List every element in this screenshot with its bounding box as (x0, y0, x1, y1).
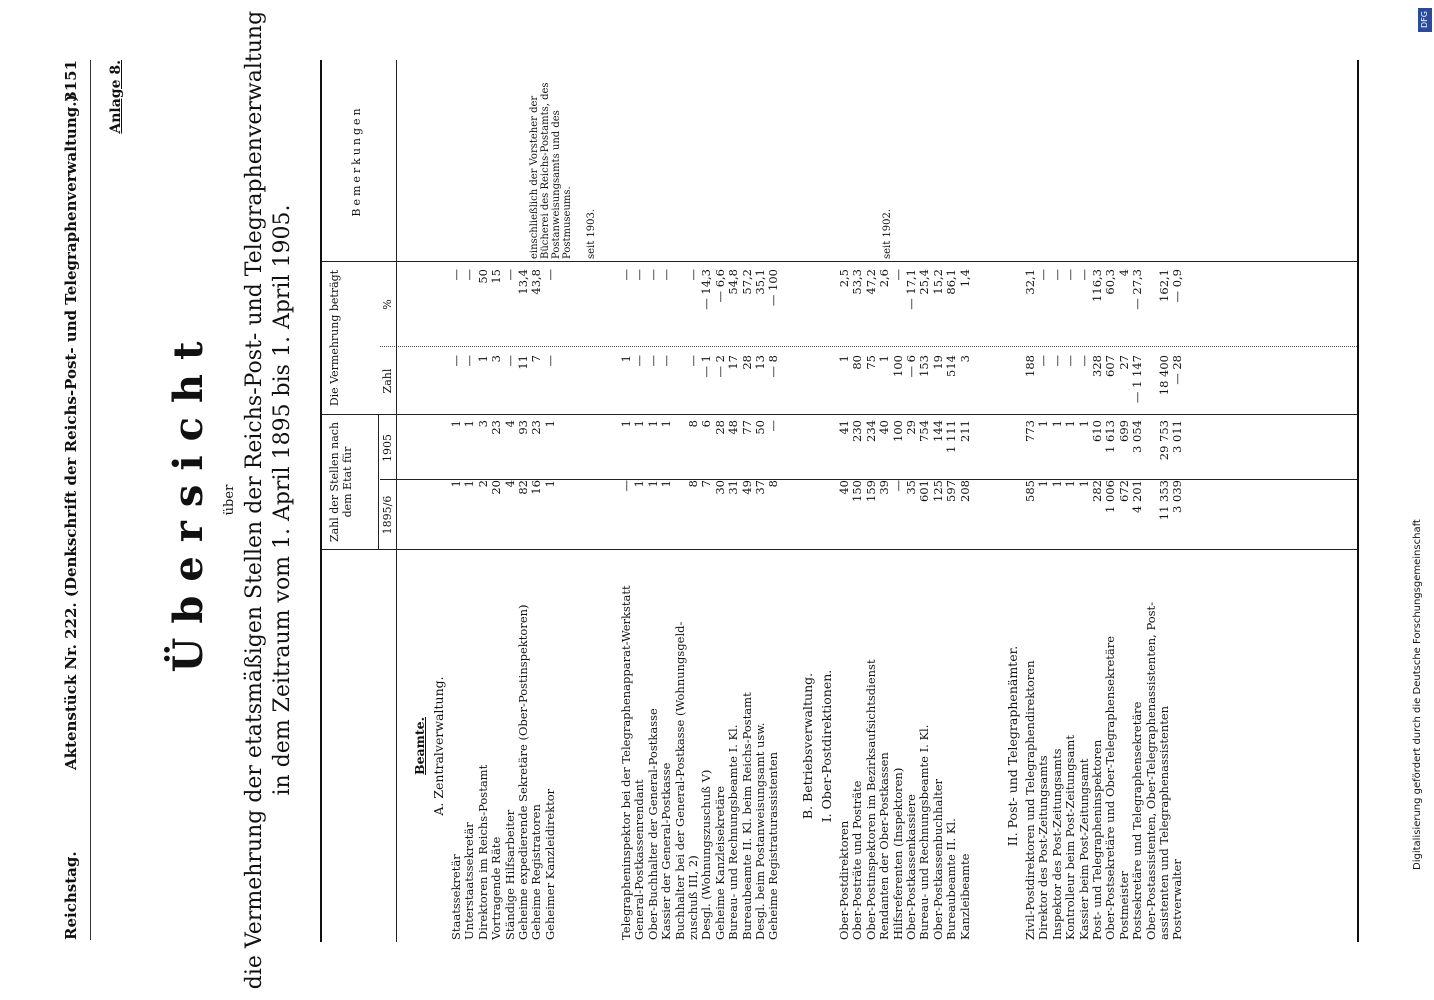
table-row (754, 60, 767, 942)
row-label: Direktor des Post-Zeitungsamts (1036, 755, 1051, 940)
increase-percent: — (619, 269, 633, 281)
increase-percent: 54,8 (726, 269, 741, 295)
row-label: Bureau- und Rechnungsbeamte I. Kl. (917, 724, 932, 940)
table-row (767, 60, 780, 942)
statistics-table (320, 60, 1359, 942)
row-label: zuschuß III, 2) (686, 855, 700, 940)
table-row (838, 60, 851, 942)
count-1895: 159 (863, 480, 878, 502)
increase-percent: 35,1 (753, 269, 767, 295)
row-label: Postsekretäre und Telegraphensekretäre (1130, 701, 1145, 940)
count-1905: 1 111 (944, 420, 959, 453)
row-label: Bureaubeamte II. Kl. (944, 818, 959, 940)
section-b-i: I. Ober-Postdirektionen. (819, 669, 834, 823)
table-row (1171, 60, 1184, 942)
count-1905: 1 (1076, 420, 1091, 428)
count-1895: 1 (1036, 480, 1051, 488)
count-1895: 82 (516, 480, 530, 495)
count-1895: 30 (712, 480, 727, 495)
increase-number: — (1036, 355, 1051, 367)
remark-b: seit 1903. (586, 208, 597, 259)
increase-percent: — (632, 269, 647, 281)
col-head-increase: Die Vermehrung beträgt (328, 269, 341, 407)
increase-number: — (686, 355, 700, 367)
increase-number: 1 (837, 355, 851, 363)
increase-number: — (462, 355, 477, 367)
header-left: Reichstag. (62, 851, 80, 940)
increase-number: — 1 (699, 355, 714, 378)
table-row (674, 60, 687, 942)
header-rule-left (396, 550, 397, 942)
table-row (477, 60, 490, 942)
count-1895: 150 (850, 480, 865, 502)
increase-number: 1 (475, 355, 490, 363)
running-header (60, 60, 90, 940)
increase-number: 80 (850, 355, 865, 370)
increase-number: — 2 (712, 355, 727, 378)
row-label: Ober-Postinspektoren im Bezirksaufsichtsdienst (863, 659, 878, 940)
table-row (1051, 60, 1064, 942)
count-1895: — (619, 480, 633, 492)
row-label: Hilfsreferenten (Inspektoren) (890, 767, 905, 940)
increase-percent: 53,3 (850, 269, 865, 295)
table-row (620, 60, 633, 942)
increase-number: — (1049, 355, 1064, 367)
count-1905: 1 (645, 420, 660, 428)
count-1905: 6 (699, 420, 714, 428)
increase-percent: — (1036, 269, 1051, 281)
header-rule-right (396, 60, 397, 262)
dfg-logo: DFG (1418, 8, 1432, 32)
count-1895: 39 (877, 480, 892, 495)
count-1905: 3 054 (1130, 420, 1145, 453)
count-1905: 1 (1049, 420, 1064, 428)
count-1895: 8 (686, 480, 700, 488)
count-1895: 1 (659, 480, 674, 488)
count-1895: 208 (957, 480, 972, 502)
section-b: B. Betriebsverwaltung. (800, 672, 815, 820)
row-label: Staatssekretär (449, 854, 463, 940)
count-1905: 100 (890, 420, 905, 442)
row-label: Geheimer Kanzleidirektor (542, 788, 557, 940)
increase-percent: — (449, 269, 463, 281)
subtitle-line-2: in dem Zeitraum vom 1. April 1895 bis 1. April 1905. (270, 204, 295, 796)
row-label: Zivil-Postdirektoren und Telegraphendirektoren (1023, 660, 1037, 940)
count-1905: 234 (863, 420, 878, 442)
row-label: Geheime Registratoren (529, 804, 544, 940)
row-label: Geheime Registraturassistenten (766, 751, 781, 940)
increase-percent: 50 (475, 269, 490, 284)
table-row (865, 60, 878, 942)
table-row (714, 60, 727, 942)
table-row (647, 60, 660, 942)
table-row (1131, 60, 1144, 942)
increase-number: 11 (516, 355, 530, 370)
count-1905: 28 (712, 420, 727, 435)
row-label: Ober-Postsekretäre und Ober-Telegraphensekretäre (1103, 635, 1118, 940)
count-1905: 699 (1116, 420, 1131, 442)
count-1895: 672 (1116, 480, 1131, 502)
count-1905: 1 613 (1103, 420, 1118, 453)
count-1895: 49 (739, 480, 754, 495)
count-1895: 4 201 (1130, 480, 1145, 513)
anlage-label: Anlage 8. (108, 60, 124, 134)
table-row (633, 60, 646, 942)
row-label: Kontrolleur beim Post-Zeitungsamt (1063, 735, 1078, 940)
count-1905: 48 (726, 420, 741, 435)
title-preposition: über (222, 484, 237, 516)
increase-number: 27 (1116, 355, 1131, 370)
row-label: Direktoren im Reichs-Postamt (475, 764, 490, 940)
remark-a: einschließlich der Vorsteher der Bücherei des Reichs-Postamts, des Postanweisungsamts und des Postmuseums. (529, 82, 573, 259)
section-beamte-label: Beamte. (412, 717, 427, 775)
count-1895: 601 (917, 480, 932, 502)
table-row (687, 60, 700, 942)
increase-number: — 28 (1170, 355, 1185, 385)
count-1905: 8 (686, 420, 700, 428)
count-1905: 41 (837, 420, 851, 435)
table-row (1158, 60, 1171, 942)
row-label: Kassier beim Post-Zeitungsamt (1076, 758, 1091, 940)
row-label: Bureaubeamte II. Kl. beim Reichs-Postamt (739, 692, 754, 940)
count-1905: 1 (659, 420, 674, 428)
table-row (700, 60, 713, 942)
count-1905: 754 (917, 420, 932, 442)
col-head-number: Zahl (381, 368, 394, 394)
increase-number: 7 (529, 355, 544, 363)
row-label: Bureau- und Rechnungsbeamte I. Kl. (726, 724, 741, 940)
section-b-ii: II. Post- und Telegraphenämter. (1005, 645, 1020, 847)
table-row (932, 60, 945, 942)
increase-number: — (645, 355, 660, 367)
increase-percent: 43,8 (529, 269, 544, 295)
increase-number: 607 (1103, 355, 1118, 377)
col-head-percent: % (381, 299, 394, 310)
increase-percent: 162,1 (1157, 269, 1171, 302)
count-1905: 1 (449, 420, 463, 428)
section-a: A. Zentralverwaltung. (431, 676, 446, 816)
count-1895: — (890, 480, 905, 492)
increase-percent: 2,5 (837, 269, 851, 288)
row-label: Ober-Buchhalter der General-Postkasse (645, 708, 660, 940)
table-row (1037, 60, 1050, 942)
row-label: General-Postkassenrendant (632, 779, 647, 940)
increase-percent: — (462, 269, 477, 281)
increase-percent: — (890, 269, 905, 281)
increase-percent: — 14,3 (699, 269, 714, 310)
count-1895: 1 (1076, 480, 1091, 488)
increase-percent: — (1076, 269, 1091, 281)
increase-number: — (1076, 355, 1091, 367)
count-1905: 50 (753, 420, 767, 435)
col-head-count: Zahl der Stellen nach dem Etat für (328, 421, 354, 543)
header-subrule (378, 415, 379, 550)
count-1895: 1 (542, 480, 557, 488)
increase-number: — 8 (766, 355, 781, 378)
document-title: Übersicht (165, 327, 212, 673)
table-row (1024, 60, 1037, 942)
increase-number: — (502, 355, 517, 367)
table-row (1078, 60, 1091, 942)
table-row (892, 60, 905, 942)
table-row (1064, 60, 1077, 942)
row-label: Ober-Postkassenkassiere (904, 794, 918, 940)
row-label: Rendanten der Ober-Postkassen (877, 752, 892, 940)
count-1905: 1 (542, 420, 557, 428)
increase-percent: — (542, 269, 557, 281)
count-1895: 31 (726, 480, 741, 495)
increase-number: 1 (877, 355, 892, 363)
row-label: Kassier der General-Postkasse (659, 762, 674, 940)
increase-number: 17 (726, 355, 741, 370)
count-1895: 125 (930, 480, 945, 502)
row-label: Buchhalter bei der General-Postkasse (Wohnungsgeld- (672, 621, 687, 940)
increase-number: 328 (1090, 355, 1104, 377)
count-1905: 3 (475, 420, 490, 428)
count-1905: 1 (632, 420, 647, 428)
row-label: Ober-Postassistenten, Ober-Telegraphenassistenten, Post- (1143, 601, 1158, 940)
count-1895: 1 (1049, 480, 1064, 488)
remark-c: seit 1902. (882, 208, 893, 259)
header-center: Aktenstück Nr. 222. (Denkschrift der Reichs-Post- und Telegraphenverwaltung.) (62, 94, 80, 770)
row-label: Postmeister (1116, 871, 1131, 940)
row-label: Telegrapheninspektor bei der Telegraphenapparat-Werkstatt (619, 585, 633, 940)
count-1905: 610 (1090, 420, 1104, 442)
table-row (741, 60, 754, 942)
increase-percent: — (645, 269, 660, 281)
increase-number: 18 400 (1157, 355, 1171, 396)
table-row (945, 60, 958, 942)
increase-percent: — (659, 269, 674, 281)
row-label: Vortragende Räte (489, 836, 504, 940)
table-row (1118, 60, 1131, 942)
increase-percent: 86,1 (944, 269, 959, 295)
increase-number: 75 (863, 355, 878, 370)
row-label: Kanzleibeamte (957, 853, 972, 940)
count-1905: 4 (502, 420, 517, 428)
header-subrule (396, 415, 397, 550)
row-label: Inspektor des Post-Zeitungsamts (1049, 748, 1064, 940)
table-row (490, 60, 503, 942)
table-row (959, 60, 972, 942)
row-label: assistenten und Telegraphenassistenten (1157, 705, 1171, 940)
count-1895: 2 (475, 480, 490, 488)
count-1905: 144 (930, 420, 945, 442)
increase-number: — (1063, 355, 1078, 367)
increase-percent: — 100 (766, 269, 781, 307)
increase-percent: — (502, 269, 517, 281)
row-label: Geheime Kanzleisekretäre (712, 785, 727, 940)
increase-number: — 1 147 (1130, 355, 1145, 404)
count-1895: 7 (699, 480, 714, 488)
increase-number: 13 (753, 355, 767, 370)
count-1895: 40 (837, 480, 851, 495)
increase-percent: 60,3 (1103, 269, 1118, 295)
count-1905: 29 753 (1157, 420, 1171, 461)
count-1895: 1 (632, 480, 647, 488)
digitization-credit: Digitalisierung gefördert durch die Deutsche Forschungsgemeinschaft (1412, 519, 1423, 870)
increase-percent: 4 (1116, 269, 1131, 277)
increase-percent: — 6,6 (712, 269, 727, 303)
count-1905: 1 (462, 420, 477, 428)
increase-percent: — 0,9 (1170, 269, 1185, 303)
increase-percent: 13,4 (516, 269, 530, 295)
increase-percent: 2,6 (877, 269, 892, 288)
table-row (1091, 60, 1104, 942)
increase-percent: 47,2 (863, 269, 878, 295)
increase-percent: — 27,3 (1130, 269, 1145, 310)
increase-number: — 6 (904, 355, 918, 378)
count-1895: 8 (766, 480, 781, 488)
row-label: Ober-Postkassenbuchhalter (930, 778, 945, 940)
row-label: Desgl. beim Postanweisungsamt usw. (753, 722, 767, 940)
row-label: Ober-Posträte und Posträte (850, 780, 865, 940)
count-1905: 230 (850, 420, 865, 442)
count-1895: 1 (449, 480, 463, 488)
count-1895: 11 353 (1157, 480, 1171, 521)
row-label: Ständige Hilfsarbeiter (502, 809, 517, 940)
increase-number: 100 (890, 355, 905, 377)
count-1895: 35 (904, 480, 918, 495)
section-beamte (412, 550, 427, 942)
increase-number: 3 (489, 355, 504, 363)
increase-percent: 116,3 (1090, 269, 1104, 302)
increase-number: 188 (1023, 355, 1037, 377)
page-number: 3151 (62, 60, 80, 102)
table-row (450, 60, 463, 942)
header-subrule (396, 262, 397, 415)
increase-percent: — 17,1 (904, 269, 918, 310)
increase-percent: 57,2 (739, 269, 754, 295)
subtitle-line-1: die Vermehrung der etatsmäßigen Stellen der Reichs-Post- und Telegraphenverwaltung (242, 10, 267, 990)
increase-percent: — (686, 269, 700, 281)
table-row (463, 60, 476, 942)
count-1905: 77 (739, 420, 754, 435)
row-label: Geheime expedierende Sekretäre (Ober-Postinspektoren) (516, 604, 530, 940)
row-label: Postverwalter (1170, 859, 1185, 940)
count-1905: 773 (1023, 420, 1037, 442)
count-1905: 23 (489, 420, 504, 435)
count-1905: 1 (619, 420, 633, 428)
increase-number: — (659, 355, 674, 367)
increase-number: — (542, 355, 557, 367)
increase-percent: — (1063, 269, 1078, 281)
table-row (1104, 60, 1117, 942)
row-label: Post- und Telegrapheninspektoren (1090, 739, 1104, 940)
increase-percent: — (1049, 269, 1064, 281)
count-1895: 585 (1023, 480, 1037, 502)
count-1895: 16 (529, 480, 544, 495)
increase-percent: 15,2 (930, 269, 945, 295)
table-row (660, 60, 673, 942)
count-1895: 3 039 (1170, 480, 1185, 513)
increase-number: 1 (619, 355, 633, 363)
increase-number: — (449, 355, 463, 367)
increase-number: 514 (944, 355, 959, 377)
count-1905: 3 011 (1170, 420, 1185, 453)
increase-percent: 15 (489, 269, 504, 284)
row-label: Unterstaatssekretär (462, 822, 477, 940)
count-1905: 1 (1036, 420, 1051, 428)
increase-percent: 32,1 (1023, 269, 1037, 295)
count-1895: 1 006 (1103, 480, 1118, 513)
table-row (1145, 60, 1158, 942)
count-1895: 597 (944, 480, 959, 502)
count-1905: 93 (516, 420, 530, 435)
increase-number: 3 (957, 355, 972, 363)
increase-percent: 1,4 (957, 269, 972, 288)
count-1905: 23 (529, 420, 544, 435)
increase-number: 19 (930, 355, 945, 370)
increase-number: — (632, 355, 647, 367)
increase-number: 28 (739, 355, 754, 370)
table-row (727, 60, 740, 942)
increase-percent: 25,4 (917, 269, 932, 295)
col-head-1905: 1905 (381, 434, 394, 462)
count-1895: 1 (645, 480, 660, 488)
count-1895: 1 (462, 480, 477, 488)
row-label: Desgl. (Wohnungszuschuß V) (699, 769, 714, 940)
table-row (918, 60, 931, 942)
table-row (851, 60, 864, 942)
col-head-remarks: Bemerkungen (350, 105, 363, 217)
count-1895: 282 (1090, 480, 1104, 502)
increase-number: 153 (917, 355, 932, 377)
count-1895: 37 (753, 480, 767, 495)
count-1905: — (766, 420, 781, 432)
row-label: Ober-Postdirektoren (837, 820, 851, 940)
count-1905: 40 (877, 420, 892, 435)
table-row (905, 60, 918, 942)
count-1905: 211 (957, 420, 972, 442)
count-1895: 20 (489, 480, 504, 495)
header-rule (90, 60, 91, 940)
count-1895: 1 (1063, 480, 1078, 488)
count-1905: 29 (904, 420, 918, 435)
col-head-1895: 1895/6 (381, 495, 394, 535)
count-1905: 1 (1063, 420, 1078, 428)
count-1895: 4 (502, 480, 517, 488)
table-row (504, 60, 517, 942)
